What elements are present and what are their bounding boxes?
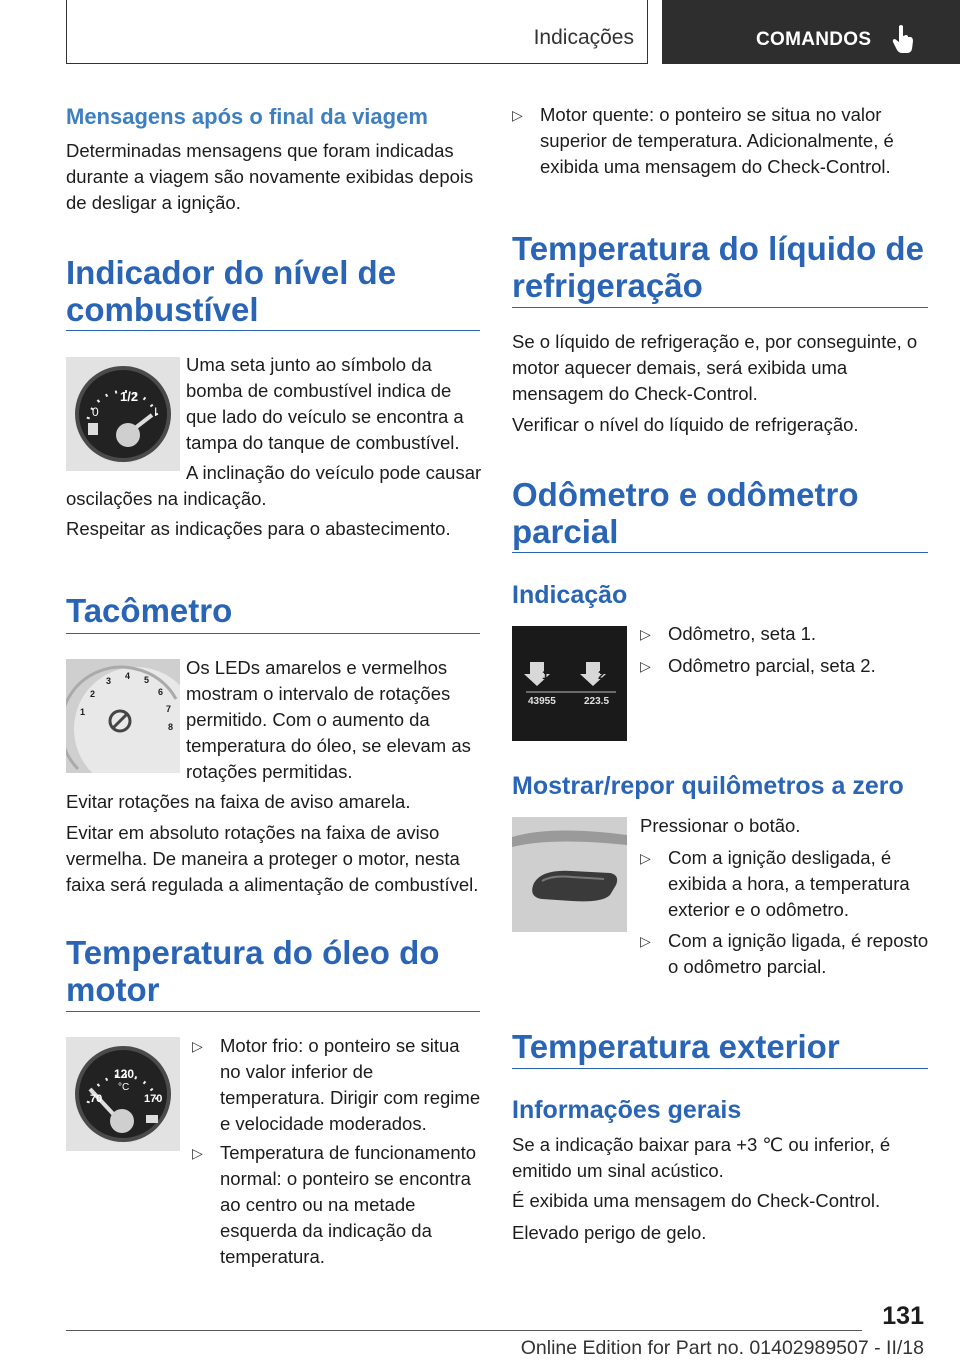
indication-bullet-odometer: ▷ Odômetro, seta 1. xyxy=(640,621,930,647)
reset-bullet-ignition-off: ▷ Com a ignição desligada, é exibida a hora, a temperatura exterior e o odômetro. xyxy=(640,847,910,920)
section-divider xyxy=(512,552,928,553)
fuel-pump-icon xyxy=(88,423,98,435)
tach-number-3: 3 xyxy=(106,676,112,686)
tach-number-8: 8 xyxy=(168,722,174,732)
bullet-triangle-icon: ▷ xyxy=(192,1038,203,1054)
footer-edition: Online Edition for Part no. 01402989507 - II/18 xyxy=(520,1337,924,1359)
tach-number-1: 1 xyxy=(80,707,86,717)
oil-temp-title-line1: Temperatura do óleo do xyxy=(66,934,440,971)
page-number: 131 xyxy=(882,1302,924,1330)
section-divider xyxy=(66,633,480,634)
odometer-title-line2: parcial xyxy=(512,513,619,550)
fuel-gauge-image xyxy=(66,357,180,471)
coolant-title-line2: refrigeração xyxy=(512,267,703,304)
header-chapter-tab xyxy=(662,0,960,64)
coolant-title-line1: Temperatura do líquido de xyxy=(512,230,924,267)
general-info-text-2: É exibida uma mensagem do Check-Control. xyxy=(512,1190,881,1211)
reset-button-image xyxy=(512,817,627,932)
reset-text: Pressionar o botão. xyxy=(640,815,801,836)
outside-temp-title: Temperatura exterior xyxy=(512,1028,840,1065)
fuel-half-label: 1/2 xyxy=(120,389,139,404)
tach-number-2: 2 xyxy=(90,689,96,699)
oil-unit-label: °C xyxy=(118,1082,130,1093)
arrow-1-label: 1 xyxy=(542,668,549,682)
oil-temp-gauge-image xyxy=(66,1037,180,1151)
messages-after-trip-title: Mensagens após o final da viagem xyxy=(66,104,428,129)
header-chapter-label: COMANDOS xyxy=(756,29,872,50)
odometer-display-image xyxy=(512,626,627,741)
bullet-triangle-icon: ▷ xyxy=(640,658,651,674)
fuel-full-label: I xyxy=(154,405,158,419)
odometer-total-value: 43955 xyxy=(528,696,556,707)
indication-bullet-trip: ▷ Odômetro parcial, seta 2. xyxy=(640,653,930,679)
general-info-text-3: Elevado perigo de gelo. xyxy=(512,1222,707,1243)
section-divider xyxy=(66,1011,480,1012)
tachometer-title: Tacômetro xyxy=(66,592,233,629)
messages-after-trip-text: Determinadas mensagens que foram indicadas durante a viagem são novamente exibidas depois de desligar a ignição. xyxy=(66,140,474,213)
oil-low-label: 70 xyxy=(90,1093,103,1105)
tachometer-text-2: Evitar rotações na faixa de aviso amarela. xyxy=(66,791,411,812)
general-info-text-1: Se a indicação baixar para +3 ℃ ou inferior, é emitido um sinal acústico. xyxy=(512,1134,891,1181)
tach-number-6: 6 xyxy=(158,687,164,697)
fuel-text-1: Uma seta junto ao símbolo da bomba de combustível indica de que lado do veículo se encontra a tampa do tanque de combustível. xyxy=(186,354,464,453)
fuel-zero-label: 0 xyxy=(92,405,99,419)
general-info-subtitle: Informações gerais xyxy=(512,1096,742,1124)
bullet-triangle-icon: ▷ xyxy=(512,107,523,123)
bullet-triangle-icon: ▷ xyxy=(640,850,651,866)
header-section-title: Indicações xyxy=(533,26,634,49)
oil-bullet-hot: ▷ Motor quente: o ponteiro se situa no valor superior de temperatura. Adicionalmente, é exibida uma mensagem do Check-Control. xyxy=(512,104,894,177)
fuel-text-2: A inclinação do veículo pode causar oscilações na indicação. xyxy=(66,462,482,509)
tach-number-7: 7 xyxy=(166,704,172,714)
tachometer-text-3: Evitar em absoluto rotações na faixa de aviso vermelha. De maneira a proteger o motor, nesta faixa será regulada a alimentação de combustível. xyxy=(66,822,479,895)
oil-mid-label: 120 xyxy=(114,1067,135,1081)
odometer-title-line1: Odômetro e odômetro xyxy=(512,476,859,513)
section-divider xyxy=(512,307,928,308)
arrow-2-label: 2 xyxy=(598,668,605,682)
oil-temp-title-line2: motor xyxy=(66,971,160,1008)
footer-divider xyxy=(66,1330,862,1331)
tach-number-4: 4 xyxy=(125,671,131,681)
tach-number-5: 5 xyxy=(144,675,150,685)
bullet-triangle-icon: ▷ xyxy=(640,933,651,949)
oil-high-label: 170 xyxy=(144,1093,163,1105)
tachometer-text-1: Os LEDs amarelos e vermelhos mostram o intervalo de rotações permitido. Com o aumento da temperatura do óleo, se elevam as rotações permitidas. xyxy=(186,657,471,782)
fuel-text-3: Respeitar as indicações para o abastecimento. xyxy=(66,518,451,539)
tachometer-image xyxy=(66,659,180,773)
coolant-text-1: Se o líquido de refrigeração e, por conseguinte, o motor aquecer demais, será exibida uma mensagem do Check-Control. xyxy=(512,331,918,404)
odometer-trip-value: 223.5 xyxy=(584,696,610,707)
coolant-text-2: Verificar o nível do líquido de refrigeração. xyxy=(512,414,859,435)
fuel-gauge-title-line2: combustível xyxy=(66,291,259,328)
oil-bullet-cold: ▷ Motor frio: o ponteiro se situa no valor inferior de temperatura. Dirigir com regime e velocidade moderados. xyxy=(192,1035,481,1134)
oil-bullet-normal: ▷ Temperatura de funcionamento normal: o ponteiro se encontra ao centro ou na metade esquerda da indicação da temperatura. xyxy=(192,1142,477,1267)
fuel-gauge-title-line1: Indicador do nível de xyxy=(66,254,397,291)
oil-can-icon xyxy=(146,1115,158,1123)
section-divider xyxy=(66,330,480,331)
reset-bullet-ignition-on: ▷ Com a ignição ligada, é reposto o odômetro parcial. xyxy=(640,930,929,977)
bullet-triangle-icon: ▷ xyxy=(192,1145,203,1161)
reset-subtitle: Mostrar/repor quilômetros a zero xyxy=(512,772,904,800)
pointing-hand-icon xyxy=(892,24,914,54)
bullet-triangle-icon: ▷ xyxy=(640,626,651,642)
section-divider xyxy=(512,1068,928,1069)
indication-subtitle: Indicação xyxy=(512,581,628,609)
